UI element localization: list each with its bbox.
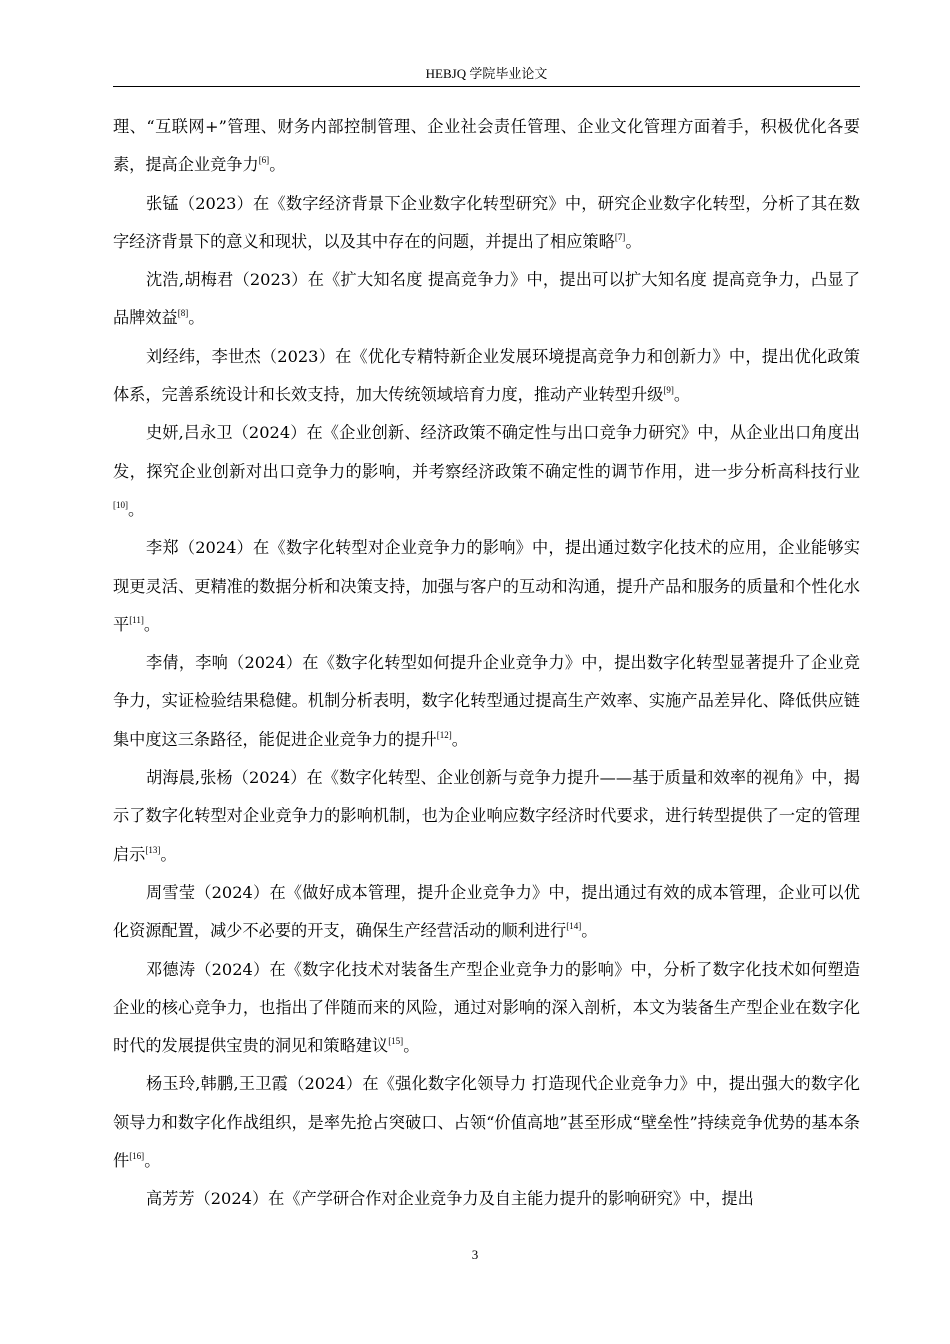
paragraph-text: 沈浩,胡梅君（2023）在《扩大知名度 提高竞争力》中，提出可以扩大知名度 提高竞争力，凸显了品牌效益 bbox=[113, 270, 860, 328]
paragraph-end: 。 bbox=[188, 308, 205, 328]
paragraph-end: 。 bbox=[143, 614, 161, 634]
paragraph-text: 张锰（2023）在《数字经济背景下企业数字化转型研究》中，研究企业数字化转型，分析了其在数字经济背景下的意义和现状，以及其中存在的问题，并提出了相应策略 bbox=[113, 193, 860, 251]
paragraph-text: 理、“互联网+”管理、财务内部控制管理、企业社会责任管理、企业文化管理方面着手，积极优化各要素，提高企业竞争力 bbox=[113, 117, 860, 175]
paragraph bbox=[113, 1065, 860, 1180]
citation-ref: [13] bbox=[145, 844, 161, 855]
paragraph bbox=[113, 414, 860, 529]
citation-ref: [10] bbox=[113, 499, 128, 510]
paragraph bbox=[113, 185, 860, 262]
paragraph-end: 。 bbox=[625, 231, 642, 251]
header-rule bbox=[113, 86, 860, 87]
paragraph-end: 。 bbox=[128, 499, 145, 519]
paragraph-end: 。 bbox=[403, 1036, 420, 1056]
citation-ref: [8] bbox=[177, 308, 189, 319]
citation-ref: [11] bbox=[129, 614, 144, 625]
citation-ref: [9] bbox=[663, 385, 674, 396]
paragraph bbox=[113, 874, 860, 951]
paragraph bbox=[113, 338, 860, 415]
paragraph bbox=[113, 261, 860, 338]
page-header: HEBJQ 学院毕业论文 bbox=[425, 66, 548, 81]
citation-ref: [15] bbox=[388, 1036, 404, 1047]
citation-ref: [12] bbox=[436, 729, 452, 740]
paragraph-end: 。 bbox=[144, 1151, 161, 1171]
paragraph bbox=[113, 108, 860, 185]
paragraph-text: 邓德涛（2024）在《数字化技术对装备生产型企业竞争力的影响》中，分析了数字化技术如何塑造企业的核心竞争力，也指出了伴随而来的风险，通过对影响的深入剖析，本文为装备生产型企业在数字化时代的发展提供宝贵的洞见和策略建议 bbox=[113, 959, 860, 1056]
page-number: 3 bbox=[471, 1247, 479, 1262]
paragraph-end: 。 bbox=[581, 921, 598, 941]
citation-ref: [16] bbox=[129, 1151, 145, 1162]
paragraph bbox=[113, 759, 860, 874]
paragraph-text: 杨玉玲,韩鹏,王卫霞（2024）在《强化数字化领导力 打造现代企业竞争力》中，提出强大的数字化领导力和数字化作战组织，是率先抢占突破口、占领“价值高地”甚至形成“壁垒性”持续竞争优势的基本条件 bbox=[113, 1074, 860, 1171]
body-text bbox=[113, 108, 860, 1219]
paragraph-end: 。 bbox=[673, 385, 691, 405]
paragraph-text: 史妍,吕永卫（2024）在《企业创新、经济政策不确定性与出口竞争力研究》中，从企业出口角度出发，探究企业创新对出口竞争力的影响，并考察经济政策不确定性的调节作用，进一步分析高科技行业 bbox=[113, 423, 860, 481]
paragraph-text: 高芳芳（2024）在《产学研合作对企业竞争力及自主能力提升的影响研究》中，提出 bbox=[146, 1189, 754, 1209]
paragraph bbox=[113, 951, 860, 1066]
citation-ref: [6] bbox=[258, 155, 270, 166]
paragraph bbox=[113, 1180, 860, 1218]
paragraph-text: 胡海晨,张杨（2024）在《数字化转型、企业创新与竞争力提升——基于质量和效率的视角》中，揭示了数字化转型对企业竞争力的影响机制，也为企业响应数字经济时代要求，进行转型提供了一定的管理启示 bbox=[113, 768, 860, 864]
paragraph-text: 刘经纬，李世杰（2023）在《优化专精特新企业发展环境提高竞争力和创新力》中，提出优化政策体系，完善系统设计和长效支持，加大传统领域培育力度，推动产业转型升级 bbox=[113, 346, 860, 405]
paragraph-end: 。 bbox=[451, 729, 468, 749]
paragraph-end: 。 bbox=[160, 844, 177, 864]
paragraph-text: 李倩，李响（2024）在《数字化转型如何提升企业竞争力》中，提出数字化转型显著提升了企业竞争力，实证检验结果稳健。机制分析表明，数字化转型通过提高生产效率、实施产品差异化、降低供应链集中度这三条路径，能促进企业竞争力的提升 bbox=[113, 653, 860, 749]
citation-ref: [14] bbox=[566, 921, 582, 932]
citation-ref: [7] bbox=[614, 231, 626, 242]
paragraph bbox=[113, 644, 860, 759]
paragraph bbox=[113, 529, 860, 644]
paragraph-text: 李郑（2024）在《数字化转型对企业竞争力的影响》中，提出通过数字化技术的应用，企业能够实现更灵活、更精准的数据分析和决策支持，加强与客户的互动和沟通，提升产品和服务的质量和个性化水平 bbox=[113, 538, 860, 634]
paragraph-end: 。 bbox=[269, 155, 286, 175]
paragraph-text: 周雪莹（2024）在《做好成本管理，提升企业竞争力》中，提出通过有效的成本管理，企业可以优化资源配置，减少不必要的开支，确保生产经营活动的顺利进行 bbox=[113, 882, 860, 941]
